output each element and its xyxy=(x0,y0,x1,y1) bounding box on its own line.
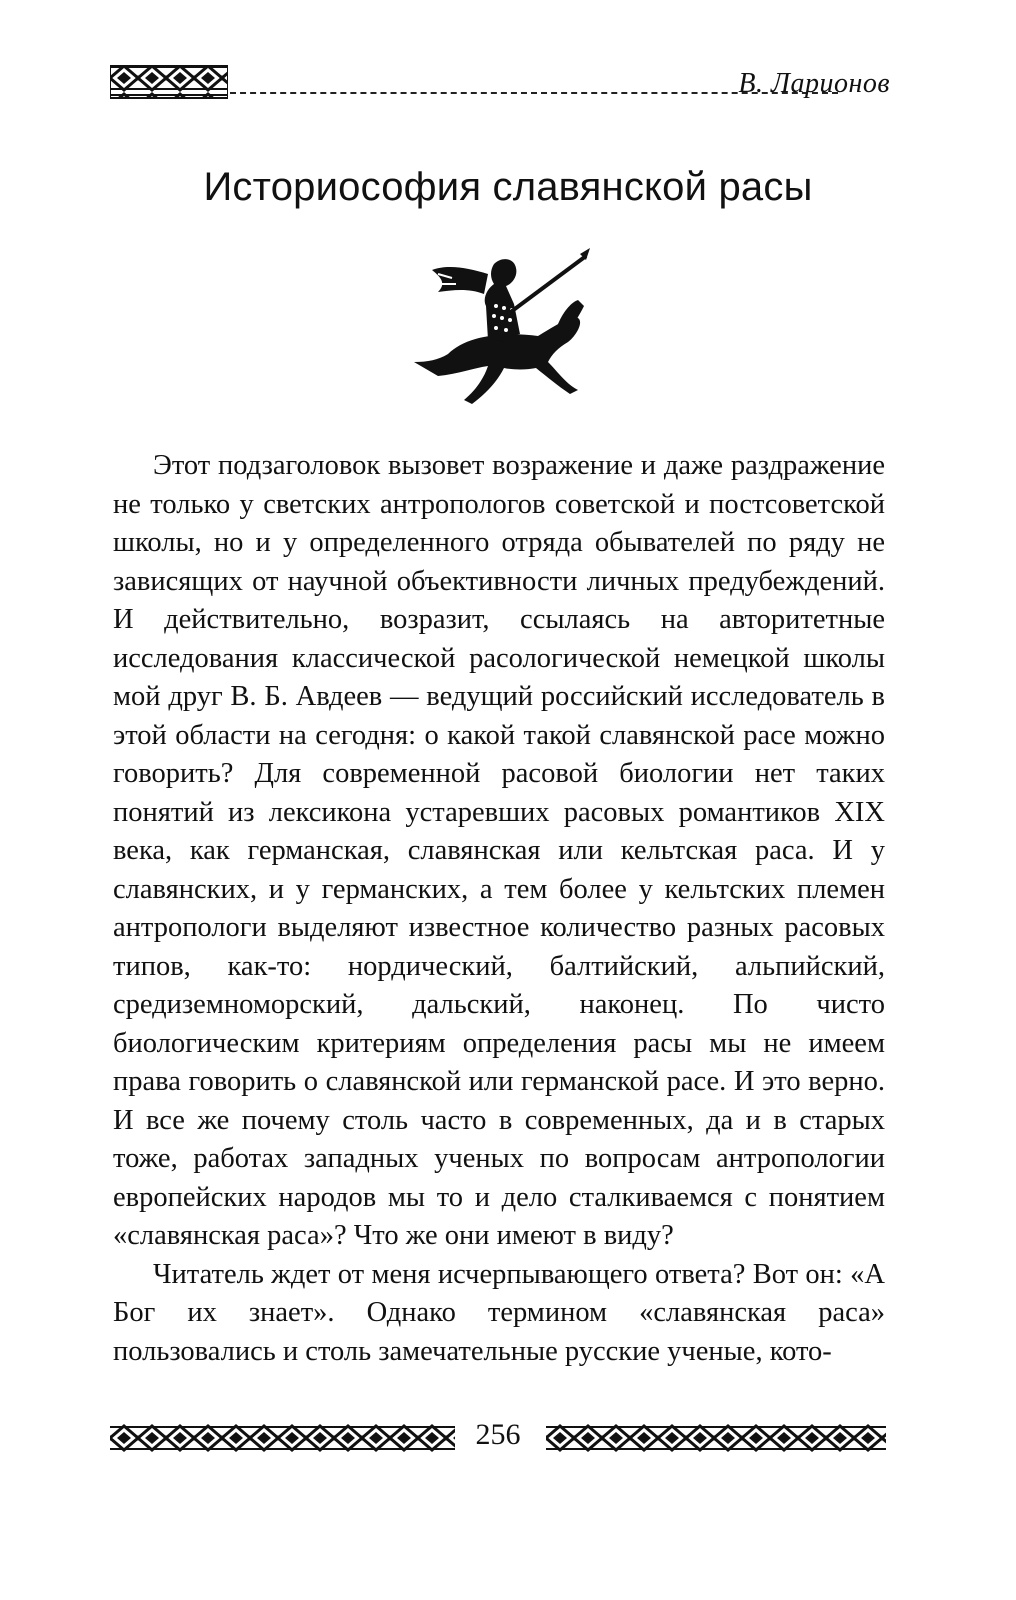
chapter-title: Историософия славянской расы xyxy=(203,164,813,209)
running-header-author: В. Ларионов xyxy=(738,68,890,99)
paragraph: Читатель ждет от меня исчерпывающего ответа? Вот он: «А Бог их знает». Однако термином «славянская раса» пользовались и столь замечательные русские ученые, кото- xyxy=(113,1258,885,1367)
page-number: 256 xyxy=(475,1418,521,1451)
running-header xyxy=(110,62,890,106)
knotwork-border-right-icon xyxy=(546,1424,886,1452)
knotwork-border-left-icon xyxy=(110,1424,455,1452)
horseman-with-spear-icon xyxy=(408,244,592,412)
body-text xyxy=(113,447,885,1371)
page-footer xyxy=(110,1418,886,1458)
paragraph: Этот подзаголовок вызовет возражение и даже раздражение не только у светских антропологов советской и постсоветской школы, но и у определенного отряда обывателей по ряду не зависящих от научной объективности личных предубеждений. И действительно, возразит, ссылаясь на авторитетные исследования классической расологической немецкой школы мой друг В. Б. Авдеев — ведущий российский исследователь в этой области на сегодня: о какой такой славянской расе можно говорить? Для современной расовой биологии нет таких понятий из лексикона устаревших расовых романтиков XIX века, как германская, славянская или кельтская раса. И у славянских, и у германских, а тем более у кельтских племен антропологи выделяют известное количество разных расовых типов, как-то: нордический, балтийский, альпийский, средиземноморский, дальский, наконец. По чисто биологическим критериям определения расы мы не имеем права говорить о славянской или германской расе. И это верно. И все же почему столь часто в современных, да и в старых тоже, работах западных ученых по вопросам антропологии европейских народов мы то и дело сталкиваемся с понятием «славянская раса»? Что же они имеют в виду? xyxy=(113,450,885,1251)
knotwork-ornament-icon xyxy=(110,64,228,100)
